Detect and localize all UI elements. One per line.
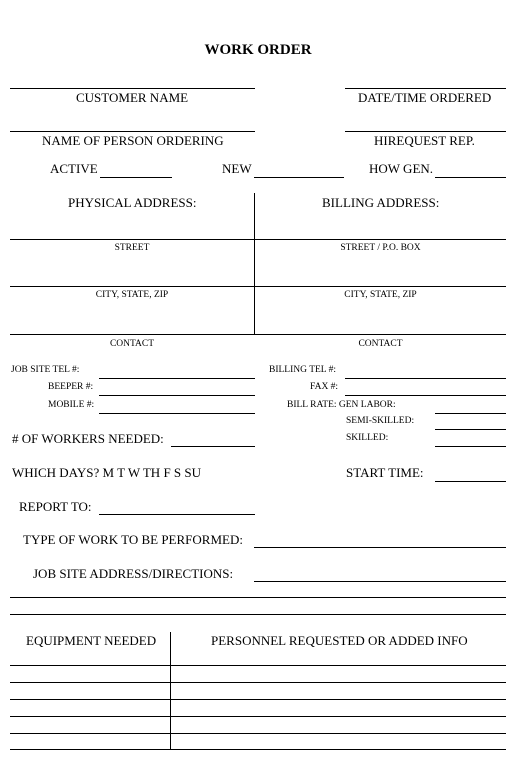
date-time-field[interactable] [345,88,506,89]
hirequest-rep-label: HIREQUEST REP. [374,133,475,148]
new-field[interactable] [254,177,344,178]
street-line [10,239,506,240]
semi-skilled-rate-field[interactable] [435,429,506,430]
bill-rate-label: BILL RATE: GEN LABOR: [287,400,396,410]
start-time-label: START TIME: [346,465,424,480]
how-gen-field[interactable] [435,177,506,178]
city-line [10,286,506,287]
how-gen-label: HOW GEN. [369,161,434,176]
mobile-field[interactable] [99,413,255,414]
equipment-needed-label: EQUIPMENT NEEDED [26,633,157,648]
workers-needed-field[interactable] [171,446,255,447]
skilled-label: SKILLED: [346,433,389,443]
directions-label: JOB SITE ADDRESS/DIRECTIONS: [33,566,234,581]
start-time-field[interactable] [435,481,506,482]
name-ordering-label: NAME OF PERSON ORDERING [42,133,224,148]
table-row[interactable] [10,749,506,750]
fax-label: FAX #: [310,382,339,392]
date-time-label: DATE/TIME ORDERED [358,90,492,105]
directions-field-line-3[interactable] [10,614,506,615]
physical-address-label: PHYSICAL ADDRESS: [68,195,197,210]
directions-field-line-2[interactable] [10,597,506,598]
billing-address-label: BILLING ADDRESS: [322,195,440,210]
table-row[interactable] [10,699,506,700]
report-to-field[interactable] [99,514,255,515]
street-label: STREET [114,243,150,253]
beeper-field[interactable] [99,395,255,396]
type-of-work-label: TYPE OF WORK TO BE PERFORMED: [23,532,243,547]
new-label: NEW [222,161,252,176]
beeper-label: BEEPER #: [48,382,94,392]
customer-name-label: CUSTOMER NAME [76,90,189,105]
personnel-requested-label: PERSONNEL REQUESTED OR ADDED INFO [211,633,468,648]
contact-line [10,334,506,335]
workers-needed-label: # OF WORKERS NEEDED: [12,431,164,446]
gen-labor-rate-field[interactable] [435,413,506,414]
job-site-tel-label: JOB SITE TEL #: [11,365,80,375]
billing-tel-field[interactable] [345,378,506,379]
active-label: ACTIVE [50,161,98,176]
table-row[interactable] [10,716,506,717]
city-state-zip-left-label: CITY, STATE, ZIP [95,290,169,300]
street-po-box-label: STREET / P.O. BOX [340,243,421,253]
city-state-zip-right-label: CITY, STATE, ZIP [344,290,417,300]
fax-field[interactable] [345,395,506,396]
job-site-tel-field[interactable] [99,378,255,379]
hirequest-rep-field[interactable] [345,131,506,132]
which-days-label: WHICH DAYS? M T W TH F S SU [12,465,202,480]
type-of-work-field[interactable] [254,547,506,548]
form-title: WORK ORDER [204,42,312,58]
name-ordering-field[interactable] [10,131,255,132]
customer-name-field[interactable] [10,88,255,89]
table-row[interactable] [10,665,506,666]
billing-tel-label: BILLING TEL #: [269,365,337,375]
skilled-rate-field[interactable] [435,446,506,447]
mobile-label: MOBILE #: [48,400,95,410]
active-field[interactable] [100,177,172,178]
semi-skilled-label: SEMI-SKILLED: [346,416,415,426]
address-divider [254,193,255,335]
table-row[interactable] [10,682,506,683]
report-to-label: REPORT TO: [19,499,92,514]
directions-field[interactable] [254,581,506,582]
contact-left-label: CONTACT [109,339,155,349]
contact-right-label: CONTACT [358,339,403,349]
table-row[interactable] [10,733,506,734]
